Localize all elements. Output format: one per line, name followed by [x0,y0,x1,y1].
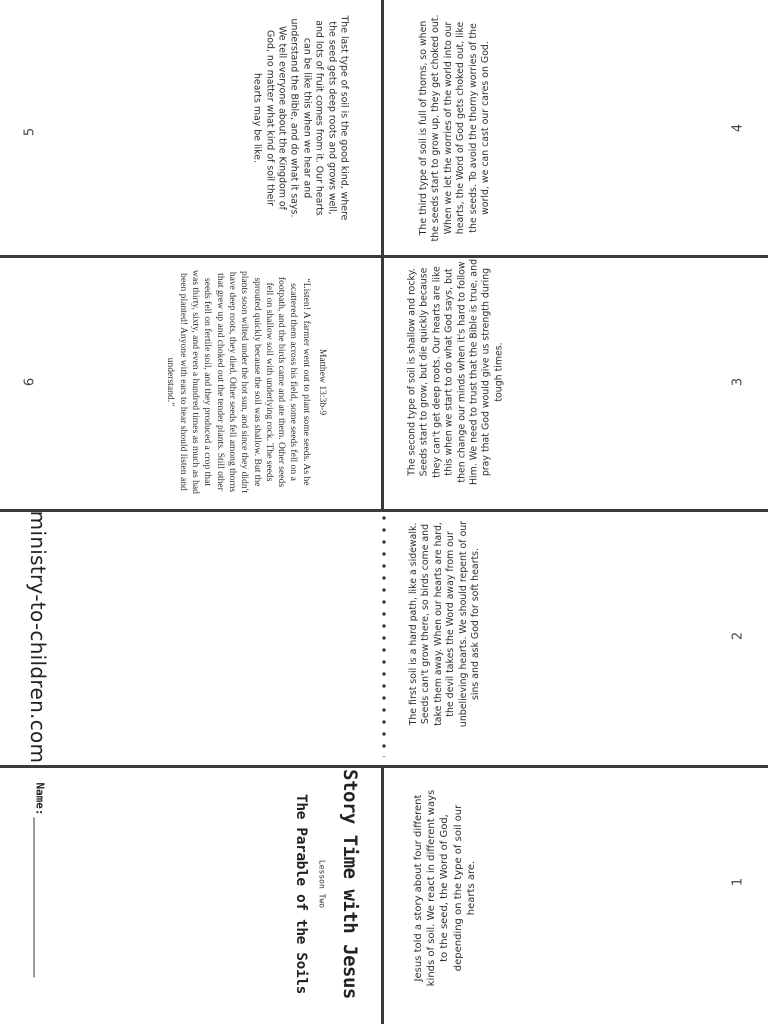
fold-line-vertical-top [381,0,384,256]
page-4-text: The third type of soil is full of thorns, so when the seeds start to grow up, they get choked out. When we let the worries of the world into our hearts, the Word of God gets choked out, like the seeds. To avoid the thorny worries of the world, we can cast our cares on God. [417,14,491,242]
fold-line-vertical-upper-mid [381,256,384,510]
scripture-reference: Matthew 13:3b-9 [316,348,328,416]
page-3-text: The second type of soil is shallow and rocky. Seeds start to grow, but die quickly because they can't get deep roots. Our hearts are like this when we start to do what God says, but then change our minds when it's hard to follow Him. We need to trust that the Bible is true, and pray that God would give us strength during tough times. [406,258,505,486]
name-blank-line[interactable] [34,818,47,978]
fold-line-bottom [0,765,768,768]
name-label: Name: [33,782,47,816]
fold-line-vertical-bottom [381,766,384,1024]
fold-line-top [0,255,768,258]
cut-line-dotted [382,512,386,757]
cover-lesson: Lesson Two [317,859,327,909]
page-5-text: The last type of soil is the good kind, where the seed gets deep roots and grows well, and lots of fruit comes from it. Our hearts can be like this when we hear and understand the Bible, and do what it says. We tell everyone about the Kingdom of God, no matter what kind of soil their hearts may be like. [251,15,350,221]
page-number-5: 5 [22,127,38,137]
page-number-1: 1 [730,877,746,887]
page-number-2: 2 [730,631,746,641]
website-url: ministry-to-children.com [26,510,50,764]
scripture-block [164,270,328,495]
cover-title: Story Time with Jesus [339,769,361,999]
scripture-text: “Listen! A farmer went out to plant some seeds. As he scattered them across his field, some seeds fell on a footpath, and the birds came and ate them. Other seeds fell on shallow soil with underlying rock. The seeds sprouted quickly because the soil was shallow. But the plants soon wilted under the hot sun, and since they didn't have deep roots, they died. Other seeds fell among thorns that grew up and choked out the tender plants. Still other seeds fell on fertile soil, and they produced a crop that was thirty, sixty, and even a hundred times as much as had been planted! Anyone with ears to hear should listen and understand.” [165,270,312,494]
cover-subtitle: The Parable of the Soils [293,794,309,994]
page-number-4: 4 [730,123,746,133]
page-2-text: The first soil is a hard path, like a sidewalk. Seeds can't grow there, so birds come and take them away. When our hearts are hard, the devil takes the Word away from our unbelieving hearts. We should repent of our sins and ask God for soft hearts. [407,520,481,728]
name-field[interactable] [34,782,47,977]
cover-intro-text: Jesus told a story about four different kinds of soil. We react in different ways to the seed, the Word of God, depending on the type of soil our hearts are. [412,789,477,987]
page-number-3: 3 [730,377,746,387]
page-number-6: 6 [22,377,38,387]
